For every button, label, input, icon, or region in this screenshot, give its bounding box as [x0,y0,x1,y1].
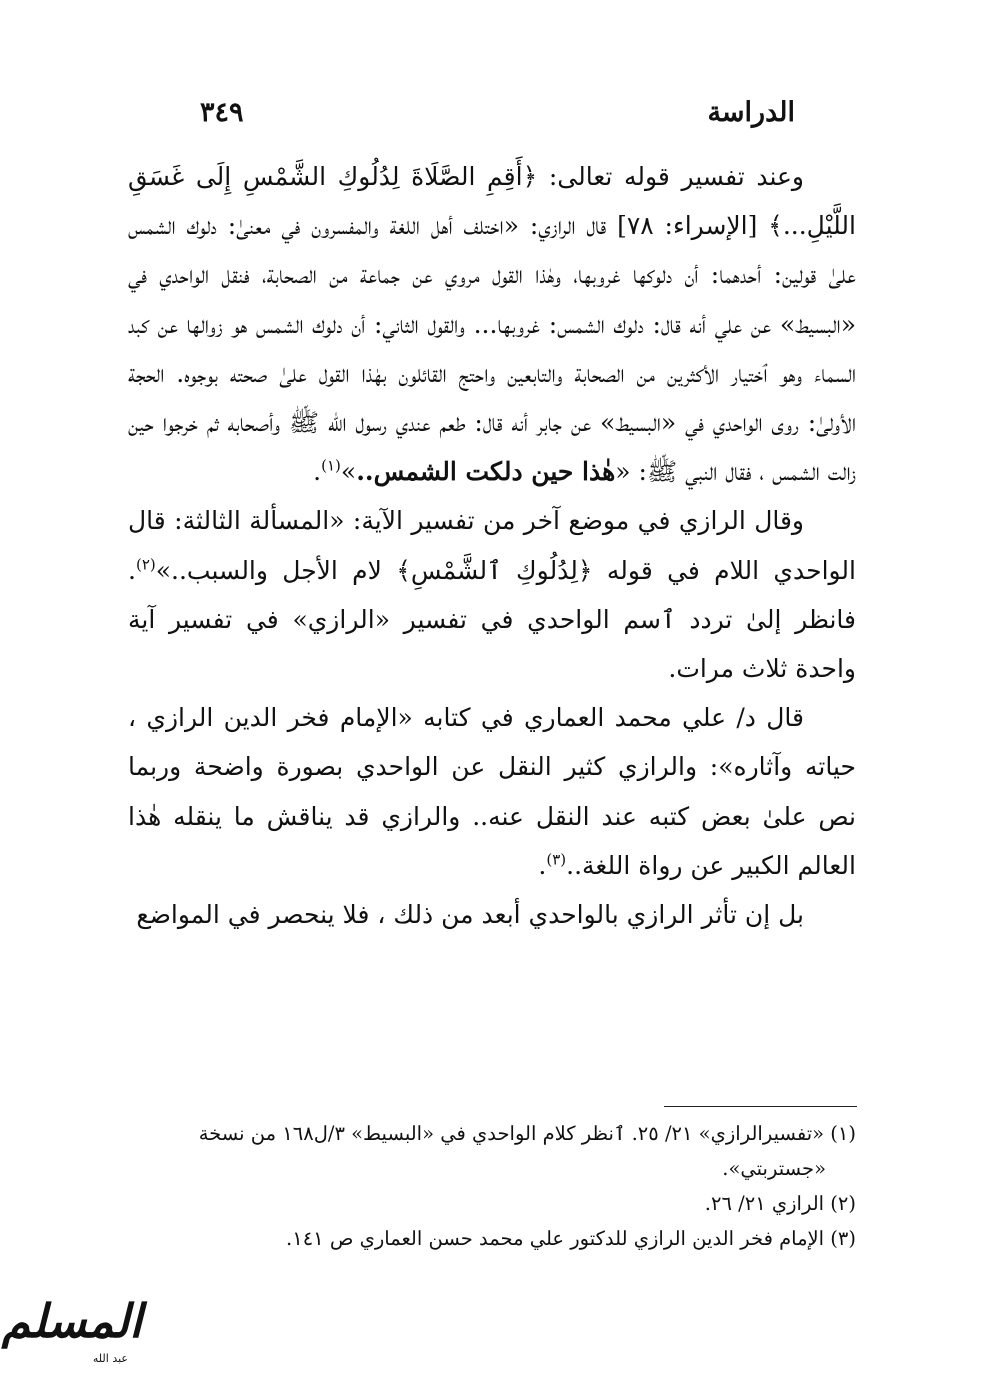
footnote-ref-3[interactable]: (٣) [546,850,567,869]
footnote-separator [664,1106,857,1107]
footnote-1-continued: «جستربتي». [722,1157,826,1180]
logo-sub-text: عبد الله [92,1352,128,1365]
paragraph-2-text: وقال الرازي في موضع آخر من تفسير الآية: «المسألة الثالثة: قال الواحدي اللام في قوله ﴿لِدُلُوكِ ٱلشَّمْسِ﴾ لام الأجل والسبب..» [128,506,856,585]
paragraph-1-quote-close: » [340,457,357,487]
footnote-ref-1[interactable]: (١) [321,456,341,475]
hadith-quote: هٰذا حين دلكت الشمس.. [356,457,616,487]
paragraph-2 [128,496,856,693]
footnote-1: (١) «تفسيرالرازي» ٢١/ ٢٥. ٱنظر كلام الواحدي في «البسيط» ٣/ل١٦٨ من نسخة [198,1122,856,1145]
page-header [200,92,795,132]
paragraph-1-text: وعند تفسير قوله تعالى: ﴿أَقِمِ الصَّلَاةَ لِدُلُوكِ الشَّمْسِ إِلَى غَسَقِ اللَّيْلِ...﴾ [الإسراء: ٧٨] قال الرازي: «اختلف أهل اللغة والمفسرون في معنىٰ: دلوك الشمس علىٰ قولين: أحدهما: أن دلوكها غروبها، وهٰذا القول مروي عن جماعة من الصحابة، فنقل الواحدي في «البسيط» عن علي أنه قال: دلوك الشمس: غروبها... والقول الثاني: أن دلوك الشمس هو زوالها عن كبد السماء وهو ٱختيار الأكثرين من الصحابة والتابعين واحتج القائلون بهٰذا القول علىٰ صحته بوجوه. الحجة الأولىٰ: روى الواحدي في «البسيط» عن جابر أنه قال: طعم عندي رسول الله ﷺ وأصحابه ثم خرجوا حين زالت الشمس ، فقال النبي ﷺ: « [128,162,856,487]
watermark-logo [0,1292,150,1382]
footnotes [128,1116,856,1256]
paragraph-1-end: . [313,457,322,487]
logo-main-text: المسلم [1,1294,142,1348]
page-number: ٣٤٩ [200,96,244,128]
main-text [128,152,856,939]
footnote-ref-2[interactable]: (٢) [135,555,156,574]
paragraph-4: بل إن تأثر الرازي بالواحدي أبعد من ذلك ، فلا ينحصر في المواضع [136,900,804,930]
paragraph-3 [128,693,856,890]
footnote-3: (٣) الإمام فخر الدين الرازي للدكتور علي محمد حسن العماري ص ١٤١. [286,1227,856,1250]
paragraph-2-end: . فانظر إلىٰ تردد ٱسم الواحدي في تفسير «الرازي» في تفسير آية واحدة ثلاث مرات. [128,555,856,684]
paragraph-3-end: . [538,850,547,880]
section-title: الدراسة [707,96,795,128]
footnote-2: (٢) الرازي ٢١/ ٢٦. [704,1192,856,1215]
paragraph-1 [128,152,856,496]
paragraph-3-text: قال د/ علي محمد العماري في كتابه «الإمام فخر الدين الرازي ، حياته وآثاره»: والرازي كثير النقل عن الواحدي بصورة واضحة وربما نص علىٰ بعض كتبه عند النقل عنه.. والرازي قد يناقش ما ينقله هٰذا العالم الكبير عن رواة اللغة.. [128,703,856,880]
